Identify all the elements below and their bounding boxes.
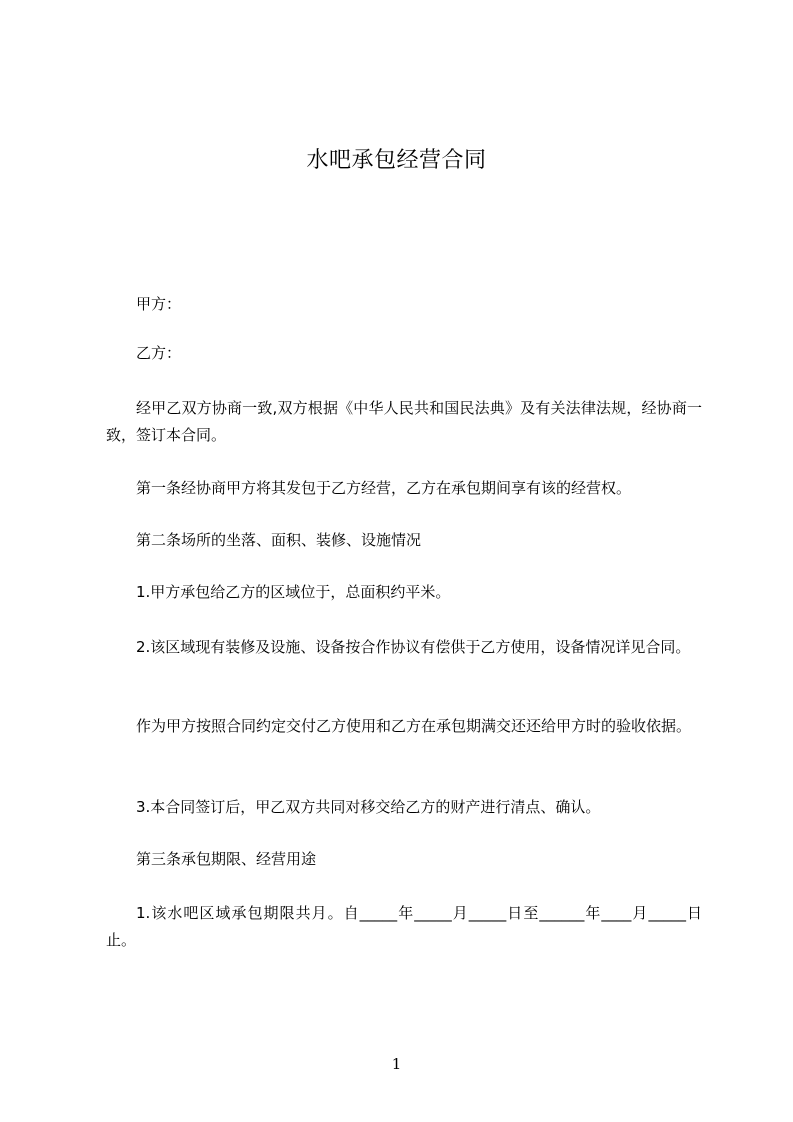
article-3-heading: 第三条承包期限、经营用途 [136,850,317,868]
article-2-heading: 第二条场所的坐落、面积、装修、设施情况 [136,531,422,549]
party-a-line: 甲方： [136,295,182,313]
document-title: 水吧承包经营合同 [306,148,487,173]
article-2-item-3: 3.本合同签订后，甲乙双方共同对移交给乙方的财产进行清点、确认。 [136,798,601,816]
party-b-line: 乙方： [136,344,182,362]
preamble-paragraph: 经甲乙双方协商一致,双方根据《中华人民共和国民法典》及有关法律法规，经协商一致，签订本合同。 [106,399,702,444]
article-1-paragraph: 第一条经协商甲方将其发包于乙方经营，乙方在承包期间享有该的经营权。 [136,479,632,497]
article-2-item-2: 2.该区域现有装修及设施、设备按合作协议有偿供于乙方使用，设备情况详见合同。 [136,638,691,656]
page-number: 1 [391,1055,402,1073]
article-2-item-1: 1.甲方承包给乙方的区域位于，总面积约平米。 [136,583,451,601]
acceptance-basis-paragraph: 作为甲方按照合同约定交付乙方使用和乙方在承包期满交还还给甲方时的验收依据。 [136,717,692,735]
article-3-item-1: 1.该水吧区域承包期限共月。自_____年_____月_____日至______年____月_____日止。 [106,904,702,949]
